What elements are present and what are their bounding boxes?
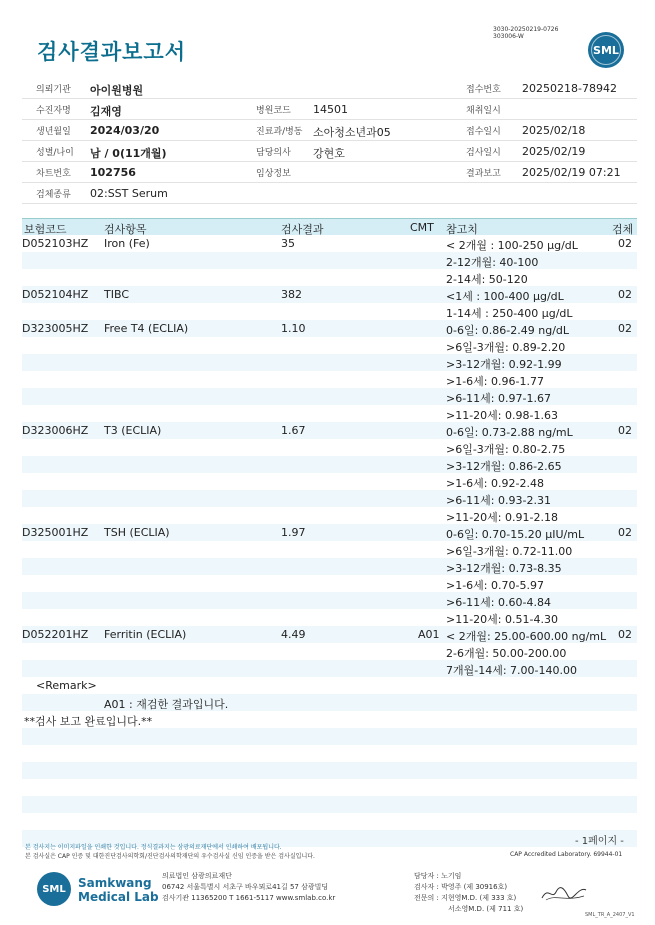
receipt-date-value: 2025/02/18 <box>522 124 586 137</box>
signature-image <box>540 882 590 904</box>
cell-ref: >3-12개월: 0.92-1.99 <box>446 358 562 371</box>
fine-print-1: 본 검사지는 이미지파일을 인쇄한 것입니다. 정식결과지는 삼광의료재단에서 인쇄하여 배포됩니다. <box>25 844 282 851</box>
patient-label: 수진자명 <box>36 106 71 116</box>
cell-spec: 02 <box>618 526 632 539</box>
brand-line-2: Medical Lab <box>78 890 159 904</box>
header-ref: 참고치 <box>446 223 478 236</box>
table-row <box>22 354 637 371</box>
table-row <box>22 524 637 541</box>
hospital-code-label: 병원코드 <box>256 106 291 116</box>
cell-result: 1.10 <box>281 322 306 335</box>
cell-result: 1.97 <box>281 526 306 539</box>
cell-spec: 02 <box>618 288 632 301</box>
cell-ref: >6-11세: 0.93-2.31 <box>446 494 551 507</box>
cell-ref: >3-12개월: 0.86-2.65 <box>446 460 562 473</box>
cap-accreditation: CAP Accredited Laboratory. 69944-01 <box>510 851 623 858</box>
hospital-value: 아이원병원 <box>90 84 144 97</box>
version-code: SML_TR_A_2407_V1 <box>585 912 635 918</box>
cell-result: 382 <box>281 288 302 301</box>
table-row <box>22 439 637 456</box>
table-row <box>22 422 637 439</box>
hospital-code-value: 14501 <box>313 103 348 116</box>
table-row <box>22 235 637 252</box>
remark-text: A01 : 재검한 결과입니다. <box>104 698 229 711</box>
cell-spec: 02 <box>618 628 632 641</box>
header-cmt: CMT <box>410 221 434 234</box>
receipt-no-value: 20250218-78942 <box>522 82 617 95</box>
cell-item: TSH (ECLIA) <box>104 526 170 539</box>
cell-ref: >3-12개월: 0.73-8.35 <box>446 562 562 575</box>
header-code: 보험코드 <box>24 223 67 236</box>
cell-item: Ferritin (ECLIA) <box>104 628 187 641</box>
cell-ref: >1-6세: 0.70-5.97 <box>446 579 544 592</box>
info-row-sex-age <box>22 141 637 162</box>
cell-ref: >11-20세: 0.98-1.63 <box>446 409 558 422</box>
info-row-chart <box>22 162 637 183</box>
table-row <box>22 490 637 507</box>
cell-ref: 7개월-14세: 7.00-140.00 <box>446 664 577 677</box>
chart-no-value: 102756 <box>90 166 136 179</box>
fine-print-2: 본 검사실은 CAP 인증 및 대한진단검사의학회/진단검사의학재단의 우수검사실 신임 인증을 받은 검사실입니다. <box>25 853 315 860</box>
doctor-label: 담당의사 <box>256 148 291 158</box>
receipt-no-label: 접수번호 <box>466 85 501 95</box>
report-complete: **검사 보고 완료입니다.** <box>24 715 153 728</box>
cell-ref: 2-14세: 50-120 <box>446 273 528 286</box>
footer-staff <box>414 871 523 915</box>
report-complete-row <box>22 711 637 728</box>
cell-ref: >11-20세: 0.51-4.30 <box>446 613 558 626</box>
cell-code: D052104HZ <box>22 288 89 301</box>
cell-ref: 0-6일: 0.86-2.49 ng/dL <box>446 324 570 337</box>
cell-code: D052201HZ <box>22 628 89 641</box>
empty-row <box>22 779 637 796</box>
address-line-3: 검사기관 11365200 T 1661-5117 www.smlab.co.kr <box>162 894 336 902</box>
document-code <box>493 26 558 40</box>
info-row-specimen <box>22 183 637 204</box>
table-row <box>22 575 637 592</box>
empty-row <box>22 762 637 779</box>
info-row-patient <box>22 99 637 120</box>
address-line-2: 06742 서울특별시 서초구 바우뫼로41길 57 삼광빌딩 <box>162 883 329 891</box>
cell-ref: >6일-3개월: 0.80-2.75 <box>446 443 566 456</box>
staff-line-3: 전문의 : 지현영M.D. (제 333 호) <box>414 894 517 902</box>
cell-ref: >6일-3개월: 0.89-2.20 <box>446 341 566 354</box>
table-row <box>22 286 637 303</box>
cell-spec: 02 <box>618 424 632 437</box>
cell-item: T3 (ECLIA) <box>104 424 162 437</box>
cell-ref: >6-11세: 0.97-1.67 <box>446 392 551 405</box>
collect-date-label: 채취일시 <box>466 106 501 116</box>
cell-ref: 1-14세 : 250-400 μg/dL <box>446 307 573 320</box>
cell-result: 35 <box>281 237 295 250</box>
table-row <box>22 320 637 337</box>
page-number: - 1페이지 - <box>575 836 624 847</box>
cell-result: 1.67 <box>281 424 306 437</box>
cell-ref: >1-6세: 0.96-1.77 <box>446 375 544 388</box>
empty-row <box>22 728 637 745</box>
table-row <box>22 507 637 524</box>
brand-line-1: Samkwang <box>78 876 152 890</box>
table-row <box>22 473 637 490</box>
cell-ref: >6-11세: 0.60-4.84 <box>446 596 551 609</box>
table-row <box>22 388 637 405</box>
results-table-body <box>22 235 637 847</box>
dob-label: 생년월일 <box>36 127 71 137</box>
footer-brand <box>78 876 159 904</box>
table-row <box>22 592 637 609</box>
empty-row <box>22 796 637 813</box>
footer-sml-logo: SML <box>37 872 71 906</box>
page-title: 검사결과보고서 <box>37 40 187 64</box>
cell-item: Free T4 (ECLIA) <box>104 322 189 335</box>
remark-label-row <box>22 677 637 694</box>
doctor-value: 강현호 <box>313 147 345 160</box>
specimen-label: 검체종류 <box>36 190 71 200</box>
cell-ref: 2-6개월: 50.00-200.00 <box>446 647 567 660</box>
table-row <box>22 252 637 269</box>
table-row <box>22 269 637 286</box>
table-row <box>22 558 637 575</box>
dept-value: 소아청소년과05 <box>313 126 391 139</box>
cell-ref: >1-6세: 0.92-2.48 <box>446 477 544 490</box>
staff-line-1: 담당자 : 노기임 <box>414 872 462 880</box>
remark-text-row <box>22 694 637 711</box>
table-row <box>22 609 637 626</box>
remark-label: <Remark> <box>36 679 97 692</box>
header-spec: 검체 <box>612 223 634 236</box>
sml-logo: SML <box>588 32 624 68</box>
cell-item: TIBC <box>104 288 129 301</box>
cell-spec: 02 <box>618 237 632 250</box>
cell-item: Iron (Fe) <box>104 237 150 250</box>
table-row <box>22 643 637 660</box>
footer-address <box>162 871 335 904</box>
report-date-label: 결과보고 <box>466 169 501 179</box>
cell-spec: 02 <box>618 322 632 335</box>
report-date-value: 2025/02/19 07:21 <box>522 166 621 179</box>
cell-code: D052103HZ <box>22 237 89 250</box>
patient-info <box>22 78 637 204</box>
results-table-header <box>22 218 637 235</box>
cell-cmt: A01 <box>418 628 440 641</box>
test-date-label: 검사일시 <box>466 148 501 158</box>
dob-value: 2024/03/20 <box>90 124 160 137</box>
cell-code: D323006HZ <box>22 424 89 437</box>
cell-code: D323005HZ <box>22 322 89 335</box>
table-row <box>22 626 637 643</box>
cell-code: D325001HZ <box>22 526 89 539</box>
cell-result: 4.49 <box>281 628 306 641</box>
document-code-line-2: 303006-W <box>493 33 524 40</box>
table-row <box>22 405 637 422</box>
dept-label: 진료과/병동 <box>256 127 303 137</box>
info-row-hospital <box>22 78 637 99</box>
receipt-date-label: 접수일시 <box>466 127 501 137</box>
patient-value: 김재영 <box>90 105 122 118</box>
cell-ref: < 2개월 : 100-250 μg/dL <box>446 239 578 252</box>
info-row-dob <box>22 120 637 141</box>
document-code-line-1: 3030-20250219-0726 <box>493 26 559 33</box>
table-row <box>22 541 637 558</box>
cell-ref: 0-6일: 0.73-2.88 ng/mL <box>446 426 573 439</box>
empty-row <box>22 813 637 830</box>
table-row <box>22 337 637 354</box>
test-date-value: 2025/02/19 <box>522 145 586 158</box>
clinical-label: 임상정보 <box>256 169 291 179</box>
staff-line-4: 서소영M.D. (제 711 호) <box>448 905 524 913</box>
table-row <box>22 660 637 677</box>
address-line-1: 의료법인 삼광의료재단 <box>162 872 232 880</box>
cell-ref: <1세 : 100-400 μg/dL <box>446 290 564 303</box>
cell-ref: >6일-3개월: 0.72-11.00 <box>446 545 573 558</box>
header-result: 검사결과 <box>281 223 324 236</box>
cell-ref: >11-20세: 0.91-2.18 <box>446 511 558 524</box>
cell-ref: 0-6일: 0.70-15.20 μIU/mL <box>446 528 585 541</box>
specimen-value: 02:SST Serum <box>90 187 168 200</box>
cell-ref: < 2개월: 25.00-600.00 ng/mL <box>446 630 607 643</box>
sex-age-value: 남 / 0(11개월) <box>90 147 167 160</box>
header-item: 검사항목 <box>104 223 147 236</box>
table-row <box>22 456 637 473</box>
cell-ref: 2-12개월: 40-100 <box>446 256 539 269</box>
sex-age-label: 성별/나이 <box>36 148 74 158</box>
empty-row <box>22 745 637 762</box>
hospital-label: 의뢰기관 <box>36 85 71 95</box>
staff-line-2: 검사자 : 박영주 (제 30916호) <box>414 883 508 891</box>
table-row <box>22 303 637 320</box>
chart-no-label: 차트번호 <box>36 169 71 179</box>
table-row <box>22 371 637 388</box>
